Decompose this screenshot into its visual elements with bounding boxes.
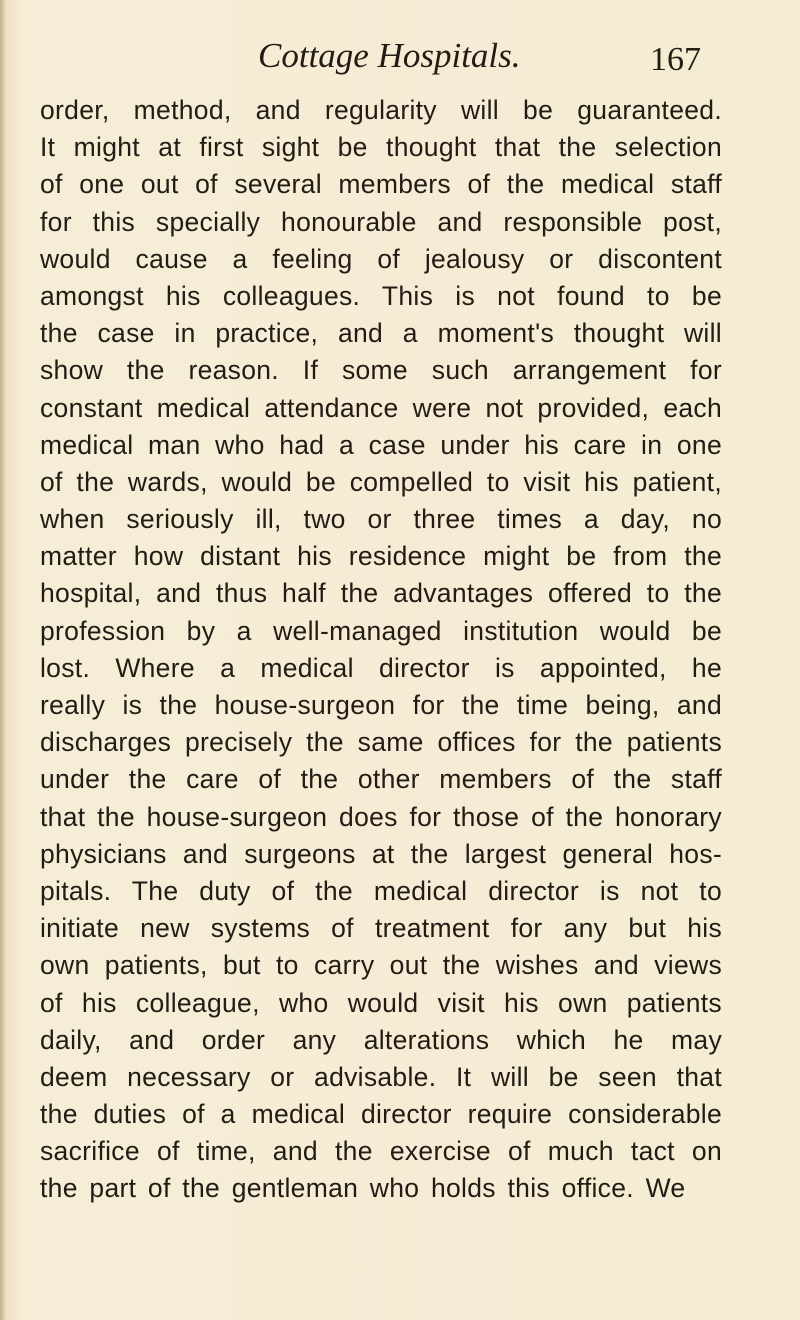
text-line: hospital, and thus half the advantages offered to the [40, 578, 722, 609]
text-line: under the care of the other members of the staff [40, 764, 722, 795]
text-line: really is the house-surgeon for the time being, and [40, 690, 722, 720]
text-line: discharges precisely the same offices for the patients [40, 727, 722, 758]
text-line: the case in practice, and a moment's thought will [40, 318, 722, 349]
text-line: when seriously ill, two or three times a day, no [40, 504, 722, 535]
text-line: sacrifice of time, and the exercise of much tact on [40, 1136, 722, 1167]
page-number: 167 [650, 41, 701, 78]
text-line: order, method, and regularity will be guaranteed. [40, 95, 722, 125]
text-line: the part of the gentleman who holds this office. We [40, 1173, 686, 1204]
text-line: that the house-surgeon does for those of the honorary [40, 801, 722, 832]
text-line: lost. Where a medical director is appointed, he [40, 652, 722, 683]
text-line: daily, and order any alterations which he may [40, 1024, 722, 1055]
text-line: initiate new systems of treatment for any but his [40, 913, 722, 944]
text-line: show the reason. If some such arrangement for [40, 355, 722, 386]
page-gutter-shadow [0, 0, 6, 1320]
text-line: pitals. The duty of the medical director is not to [40, 875, 722, 906]
text-line: would cause a feeling of jealousy or discontent [40, 243, 722, 274]
text-line: profession by a well-managed institution would be [40, 615, 722, 646]
text-line: constant medical attendance were not provided, each [40, 392, 722, 423]
text-line: amongst his colleagues. This is not found to be [40, 280, 722, 311]
text-line: own patients, but to carry out the wishes and views [40, 950, 722, 981]
text-line: medical man who had a case under his care in one [40, 429, 722, 460]
text-line: of one out of several members of the medical staff [40, 169, 722, 200]
running-title: Cottage Hospitals. [258, 36, 521, 75]
text-line: for this specially honourable and responsible post, [40, 206, 722, 237]
text-line: It might at first sight be thought that the selection [40, 132, 722, 163]
text-line: the duties of a medical director require considerable [40, 1099, 722, 1130]
text-line: of the wards, would be compelled to visit his patient, [40, 466, 722, 497]
text-line: physicians and surgeons at the largest general hos- [40, 838, 722, 869]
text-line: of his colleague, who would visit his own patients [40, 987, 722, 1018]
body-text [40, 92, 722, 1208]
page-header [0, 36, 800, 80]
text-line: deem necessary or advisable. It will be seen that [40, 1061, 722, 1092]
text-line: matter how distant his residence might be from the [40, 541, 722, 572]
